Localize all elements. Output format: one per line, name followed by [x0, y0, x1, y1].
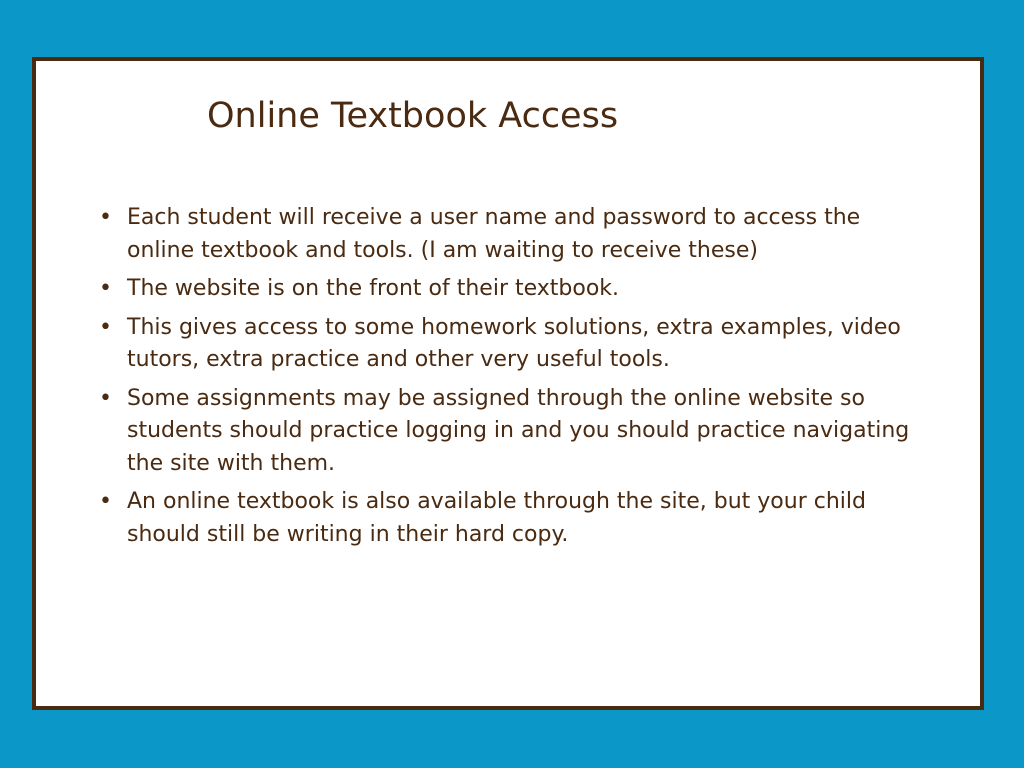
bullet-icon: •: [99, 385, 112, 411]
bullet-text: Each student will receive a user name and password to access the online textbook and tools. (I am waiting to receive these): [127, 205, 861, 263]
bullet-text: This gives access to some homework solutions, extra examples, video tutors, extra practice and other very useful tools.: [127, 314, 901, 372]
bullet-text: Some assignments may be assigned through the online website so students should practice logging in and you should practice navigating the site with them.: [127, 385, 910, 476]
bullet-item: [96, 486, 926, 551]
bullet-item: [96, 312, 926, 377]
bullet-text: An online textbook is also available through the site, but your child should still be writing in their hard copy.: [127, 489, 866, 547]
bullet-icon: •: [99, 489, 112, 514]
bullet-icon: •: [99, 276, 112, 301]
bullet-item: [96, 383, 926, 481]
bullet-icon: •: [99, 205, 112, 230]
slide-title: Online Textbook Access: [207, 96, 619, 136]
bullet-item: [96, 202, 926, 267]
bullet-item: [96, 273, 926, 306]
bullet-icon: •: [99, 314, 112, 340]
bullet-text: The website is on the front of their textbook.: [127, 276, 620, 301]
bullet-list: [96, 202, 926, 557]
